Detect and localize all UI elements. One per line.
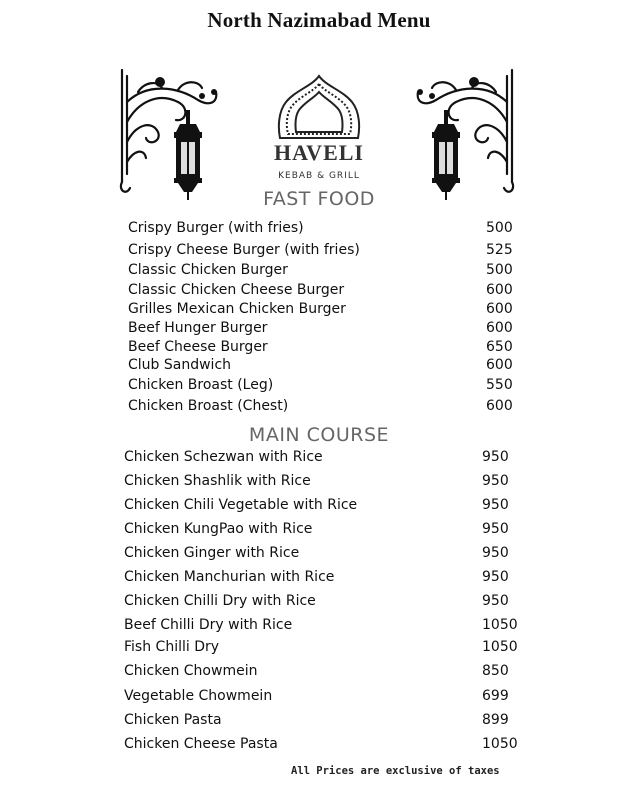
item-name: Chicken Chowmein: [124, 663, 258, 679]
item-price: 500: [486, 220, 513, 236]
item-price: 1050: [482, 639, 518, 655]
menu-item: [0, 712, 638, 732]
item-price: 899: [482, 712, 509, 728]
item-name: Club Sandwich: [128, 357, 232, 373]
item-price: 950: [482, 473, 509, 489]
page-title: North Nazimabad Menu: [207, 8, 431, 32]
menu-item: [0, 339, 638, 359]
menu-item: [0, 569, 638, 589]
section-title-fast-food: FAST FOOD: [263, 188, 375, 210]
menu-item: [0, 521, 638, 541]
menu-item: [0, 617, 638, 637]
item-price: 550: [486, 377, 513, 393]
svg-text:HAVELI: HAVELI: [274, 140, 364, 165]
item-name: Beef Cheese Burger: [128, 339, 268, 355]
item-price: 500: [486, 262, 513, 278]
lantern-left-icon: [118, 62, 222, 202]
item-name: Chicken Manchurian with Rice: [124, 569, 335, 585]
lantern-right-icon: [412, 62, 516, 202]
item-price: 600: [486, 301, 513, 317]
item-price: 699: [482, 688, 509, 704]
item-name: Chicken KungPao with Rice: [124, 521, 313, 537]
item-name: Crispy Burger (with fries): [128, 220, 304, 236]
item-price: 600: [486, 320, 513, 336]
item-name: Beef Hunger Burger: [128, 320, 268, 336]
section-title-main-course: MAIN COURSE: [248, 424, 390, 446]
item-price: 950: [482, 545, 509, 561]
menu-item: [0, 357, 638, 377]
item-price: 950: [482, 593, 509, 609]
item-price: 1050: [482, 736, 518, 752]
item-name: Chicken Cheese Pasta: [124, 736, 278, 752]
item-name: Crispy Cheese Burger (with fries): [128, 242, 360, 258]
menu-item: [0, 242, 638, 262]
item-name: Classic Chicken Burger: [128, 262, 288, 278]
item-price: 950: [482, 497, 509, 513]
item-name: Beef Chilli Dry with Rice: [124, 617, 293, 633]
item-name: Chicken Ginger with Rice: [124, 545, 300, 561]
item-name: Chicken Broast (Chest): [128, 398, 289, 414]
item-price: 650: [486, 339, 513, 355]
menu-item: [0, 262, 638, 282]
item-name: Chicken Schezwan with Rice: [124, 449, 323, 465]
item-name: Chicken Broast (Leg): [128, 377, 274, 393]
item-name: Chicken Shashlik with Rice: [124, 473, 311, 489]
item-price: 1050: [482, 617, 518, 633]
menu-item: [0, 497, 638, 517]
item-name: Chicken Pasta: [124, 712, 222, 728]
item-price: 600: [486, 398, 513, 414]
menu-item: [0, 301, 638, 321]
tax-note: All Prices are exclusive of taxes: [291, 765, 500, 777]
menu-item: [0, 220, 638, 240]
item-price: 950: [482, 521, 509, 537]
menu-item: [0, 377, 638, 397]
item-price: 850: [482, 663, 509, 679]
menu-item: [0, 736, 638, 756]
menu-item: [0, 545, 638, 565]
item-price: 600: [486, 357, 513, 373]
item-price: 950: [482, 449, 509, 465]
menu-item: [0, 688, 638, 708]
menu-item: [0, 398, 638, 418]
menu-item: [0, 473, 638, 493]
item-price: 600: [486, 282, 513, 298]
item-name: Chicken Chilli Dry with Rice: [124, 593, 316, 609]
item-price: 525: [486, 242, 513, 258]
menu-item: [0, 663, 638, 683]
item-name: Chicken Chili Vegetable with Rice: [124, 497, 358, 513]
item-name: Classic Chicken Cheese Burger: [128, 282, 345, 298]
haveli-logo: [268, 72, 370, 184]
menu-item: [0, 320, 638, 340]
menu-item: [0, 449, 638, 469]
item-name: Vegetable Chowmein: [124, 688, 273, 704]
item-name: Fish Chilli Dry: [124, 639, 220, 655]
svg-text:KEBAB & GRILL: KEBAB & GRILL: [278, 171, 360, 181]
menu-item: [0, 639, 638, 659]
item-name: Grilles Mexican Chicken Burger: [128, 301, 346, 317]
menu-item: [0, 282, 638, 302]
item-price: 950: [482, 569, 509, 585]
menu-item: [0, 593, 638, 613]
